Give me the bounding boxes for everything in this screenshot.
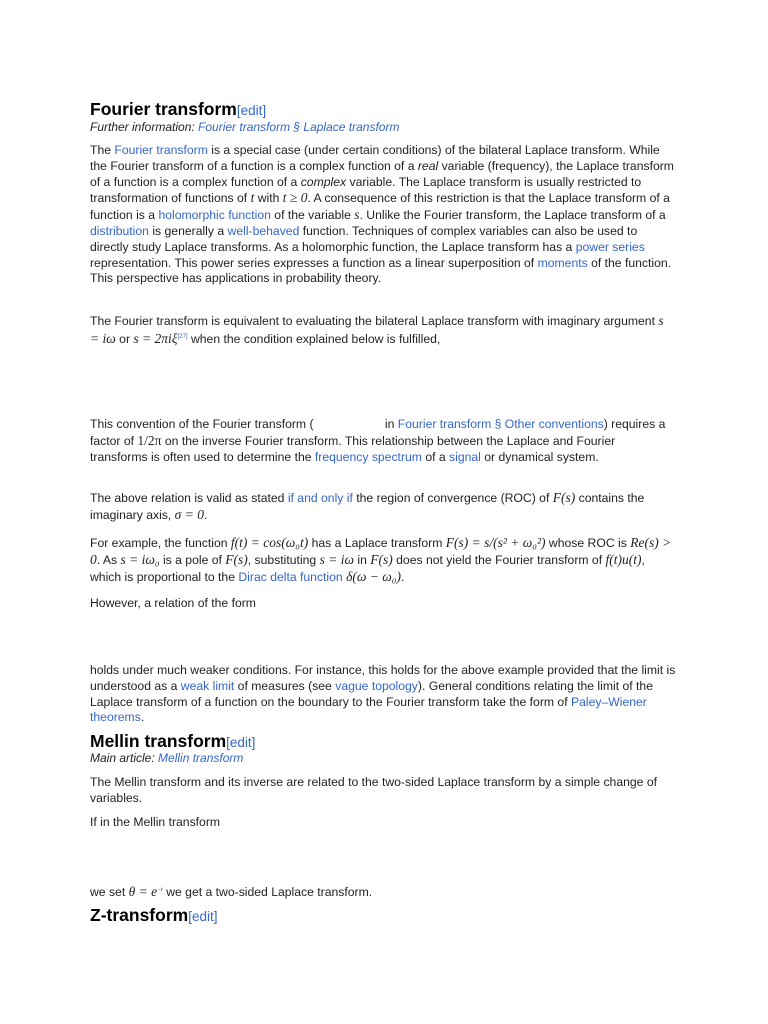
fourier-paragraph-6: However, a relation of the form — [90, 596, 256, 610]
text: is a pole of — [159, 552, 226, 567]
mellin-main-article-link[interactable]: Mellin transform — [158, 751, 244, 765]
math: s = 2πiξ — [133, 330, 178, 346]
math: 1/2π — [137, 432, 162, 448]
text: of the variable — [270, 208, 355, 223]
text: is a special case (under certain conditions) of the bilateral Laplace transform. While the Fourier transform of a function is a complex function of a — [90, 143, 660, 173]
text: The — [90, 143, 115, 157]
ztransform-heading-text: Z-transform — [90, 905, 189, 925]
mellin-paragraph-3 — [90, 883, 676, 901]
text: or dynamical system. — [480, 449, 599, 464]
emphasis-real: real — [417, 158, 439, 173]
fourier-paragraph-7 — [90, 663, 676, 726]
math: s = iω — [90, 313, 664, 346]
text: . Unlike the Fourier transform, the Laplace transform of a — [359, 208, 666, 223]
weak-limit-link[interactable]: weak limit — [180, 678, 235, 693]
text: , which is proportional to the — [90, 552, 645, 584]
math: σ = 0 — [174, 506, 204, 522]
text: The above relation is valid as stated — [90, 491, 288, 505]
math: F(s) — [552, 490, 576, 505]
math: t ≥ 0 — [282, 190, 308, 206]
math: δ(ω − ω₀) — [346, 568, 401, 584]
text: we get a two-sided Laplace transform. — [162, 885, 373, 900]
fourier-further-info — [90, 120, 676, 135]
text: with — [254, 191, 283, 206]
text: of measures (see — [234, 678, 336, 693]
text: does not yield the Fourier transform of — [392, 552, 606, 567]
moments-link[interactable]: moments — [537, 255, 588, 270]
text: The Fourier transform is equivalent to evaluating the bilateral Laplace transform with imaginary argument — [90, 314, 659, 328]
text: on the inverse Fourier transform. This relationship between the Laplace and Fourier transforms is often used to determine the — [90, 433, 616, 464]
if-and-only-if-link[interactable]: if and only if — [287, 491, 353, 505]
text: in — [381, 417, 398, 431]
math: Re(s) > 0 — [90, 535, 672, 567]
text: ). General conditions relating the limit of the Laplace transform of a function on the boundary to the Fourier transform take the form of — [90, 678, 653, 709]
mellin-heading-text: Mellin transform — [90, 731, 227, 751]
math: f(t) = cos(ω₀t) — [230, 535, 309, 550]
text: contains the imaginary axis, — [90, 491, 645, 522]
mellin-main-article — [90, 751, 676, 766]
text: in — [354, 552, 371, 567]
well-behaved-link[interactable]: well-behaved — [227, 223, 300, 238]
text: whose ROC is — [545, 536, 631, 550]
further-info-link[interactable]: Fourier transform § Laplace transform — [198, 120, 400, 134]
power-series-link[interactable]: power series — [575, 239, 645, 254]
math: F(s) — [225, 551, 248, 567]
fourier-paragraph-2 — [90, 313, 676, 348]
text: variable (frequency), the Laplace transform of a function is a complex function of a — [90, 158, 674, 189]
dirac-delta-link[interactable]: Dirac delta function — [238, 569, 343, 584]
math: s — [354, 207, 360, 223]
text: . — [400, 569, 405, 584]
emphasis-complex: complex — [300, 174, 347, 189]
text: is generally a — [148, 223, 228, 238]
signal-link[interactable]: signal — [449, 449, 481, 464]
other-conventions-link[interactable]: Fourier transform § Other conventions — [397, 417, 604, 431]
math: f(t)u(t) — [605, 551, 642, 567]
text: . — [203, 507, 208, 522]
math: θ = e — [128, 884, 158, 900]
mellin-edit-link[interactable]: [edit] — [226, 735, 256, 750]
text: has a Laplace transform — [308, 536, 446, 550]
text: representation. This power series expresses a function as a linear superposition of — [90, 255, 538, 270]
fourier-heading — [90, 98, 676, 122]
text: variable. The Laplace transform is usually restricted to transformation of functions of — [90, 174, 642, 206]
fourier-paragraph-3 — [90, 417, 676, 465]
text: , substituting — [247, 552, 320, 567]
paley-wiener-link[interactable]: Paley–Wiener theorems — [90, 694, 647, 725]
fourier-edit-link[interactable]: [edit] — [236, 103, 267, 118]
further-info-prefix: Further information: — [90, 120, 199, 134]
math-superscript: −t — [157, 887, 163, 893]
math: s = iω — [319, 551, 354, 567]
text: ) requires a factor of — [90, 417, 666, 448]
text: . A consequence of this restriction is that the Laplace transform of a function is a — [90, 191, 670, 223]
ztransform-edit-link[interactable]: [edit] — [188, 909, 218, 924]
text: when the condition explained below is fulfilled, — [187, 331, 441, 346]
mellin-paragraph-2: If in the Mellin transform — [90, 815, 221, 829]
text: For example, the function — [90, 536, 231, 550]
fourier-paragraph-5 — [90, 535, 676, 585]
text: holds under much weaker conditions. For instance, this holds for the above example provided that the limit is understood as a — [90, 663, 676, 693]
text: This convention of the Fourier transform ( — [90, 417, 314, 431]
fourier-paragraph-4 — [90, 490, 676, 524]
math: t — [250, 190, 255, 206]
citation-27[interactable]: [27] — [177, 333, 188, 340]
text: of the function. This perspective has applications in probability theory. — [90, 255, 672, 286]
holomorphic-function-link[interactable]: holomorphic function — [158, 208, 271, 223]
fourier-transform-link[interactable]: Fourier transform — [114, 143, 208, 157]
fourier-heading-text: Fourier transform — [90, 99, 237, 119]
text: we set — [90, 885, 129, 900]
vague-topology-link[interactable]: vague topology — [335, 678, 418, 693]
ztransform-heading — [90, 904, 676, 928]
text: . As — [96, 552, 121, 567]
text: function. Techniques of complex variables can also be used to directly study Laplace transforms. As a holomorphic function, the Laplace transform has a — [90, 223, 638, 254]
distribution-link[interactable]: distribution — [90, 223, 149, 238]
text: . — [140, 710, 145, 725]
mellin-paragraph-1: The Mellin transform and its inverse are related to the two-sided Laplace transform by a simple change of variables. — [90, 775, 657, 805]
fourier-paragraph-1 — [90, 143, 676, 287]
math: F(s) — [370, 551, 393, 567]
math: s = iω₀ — [120, 551, 160, 567]
text: the region of convergence (ROC) of — [352, 491, 553, 505]
frequency-spectrum-link[interactable]: frequency spectrum — [314, 449, 422, 464]
text: or — [115, 331, 134, 346]
text: of a — [421, 449, 450, 464]
main-article-prefix: Main article: — [90, 751, 159, 765]
math: F(s) = s/(s² + ω₀²) — [445, 535, 546, 550]
